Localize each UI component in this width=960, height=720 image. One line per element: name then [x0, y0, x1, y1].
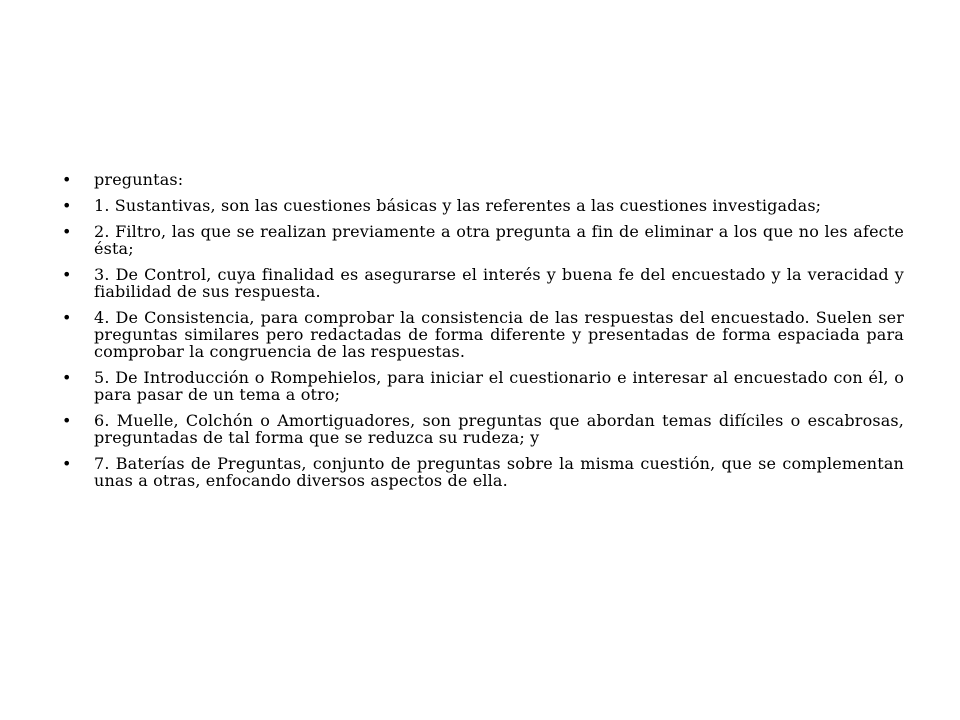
- list-item-text: 4. De Consistencia, para comprobar la consistencia de las respuestas del encuestado. Suelen ser preguntas similares pero redactadas de forma diferente y presentadas de forma espaciada para comprobar la congruencia de las respuestas.: [94, 308, 904, 361]
- list-item: [62, 309, 904, 360]
- list-item-text: 2. Filtro, las que se realizan previamente a otra pregunta a fin de eliminar a los que no les afecte ésta;: [94, 222, 904, 258]
- list-item: [62, 266, 904, 300]
- bullet-icon: •: [62, 222, 72, 241]
- list-item: [62, 197, 904, 214]
- list-item: [62, 455, 904, 489]
- list-item: [62, 223, 904, 257]
- list-item: [62, 171, 904, 188]
- list-item-text: 3. De Control, cuya finalidad es asegurarse el interés y buena fe del encuestado y la veracidad y fiabilidad de sus respuesta.: [94, 265, 904, 301]
- bullet-icon: •: [62, 265, 72, 284]
- bullet-icon: •: [62, 454, 72, 473]
- bullet-icon: •: [62, 196, 72, 215]
- list-item-text: preguntas:: [94, 170, 184, 189]
- list-item-text: 6. Muelle, Colchón o Amortiguadores, son preguntas que abordan temas difíciles o escabrosas, preguntadas de tal forma que se reduzca su rudeza; y: [94, 411, 904, 447]
- bullet-icon: •: [62, 308, 72, 327]
- list-item: [62, 412, 904, 446]
- bullet-icon: •: [62, 368, 72, 387]
- list-item-text: 7. Baterías de Preguntas, conjunto de preguntas sobre la misma cuestión, que se complementan unas a otras, enfocando diversos aspectos de ella.: [94, 454, 904, 490]
- bullet-icon: •: [62, 170, 72, 189]
- bullet-list: [62, 171, 904, 498]
- list-item-text: 1. Sustantivas, son las cuestiones básicas y las referentes a las cuestiones investigadas;: [94, 196, 822, 215]
- list-item-text: 5. De Introducción o Rompehielos, para iniciar el cuestionario e interesar al encuestado con él, o para pasar de un tema a otro;: [94, 368, 904, 404]
- bullet-icon: •: [62, 411, 72, 430]
- list-item: [62, 369, 904, 403]
